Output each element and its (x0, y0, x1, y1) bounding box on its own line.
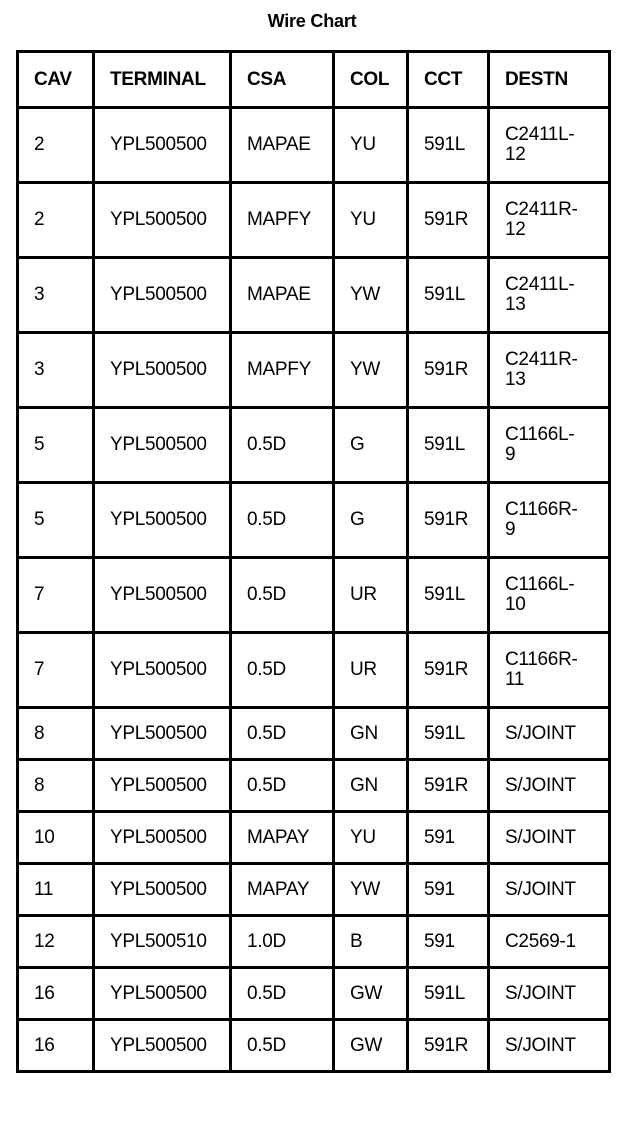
table-body (18, 108, 610, 1072)
cav-cell: 5 (18, 483, 94, 558)
table-row (18, 1020, 610, 1072)
destn-cell: C1166L- 9 (489, 408, 610, 483)
col-cell: YU (334, 812, 408, 864)
cct-cell: 591L (408, 558, 489, 633)
cav-cell: 7 (18, 633, 94, 708)
header-col: COL (334, 52, 408, 108)
table-row (18, 864, 610, 916)
header-row (18, 52, 610, 108)
cav-cell: 8 (18, 708, 94, 760)
destn-cell: S/JOINT (489, 708, 610, 760)
cct-cell: 591L (408, 408, 489, 483)
csa-cell: 0.5D (231, 408, 334, 483)
cct-cell: 591 (408, 812, 489, 864)
cav-cell: 3 (18, 333, 94, 408)
table-row (18, 408, 610, 483)
cct-cell: 591R (408, 183, 489, 258)
table-row (18, 558, 610, 633)
table-row (18, 968, 610, 1020)
col-cell: GN (334, 760, 408, 812)
col-cell: YW (334, 864, 408, 916)
destn-cell: C2411L- 13 (489, 258, 610, 333)
cav-cell: 11 (18, 864, 94, 916)
table-row (18, 183, 610, 258)
destn-cell: C2411R- 13 (489, 333, 610, 408)
header-terminal: TERMINAL (94, 52, 231, 108)
destn-cell: C1166L- 10 (489, 558, 610, 633)
header-cav: CAV (18, 52, 94, 108)
table-row (18, 333, 610, 408)
destn-cell: C1166R- 11 (489, 633, 610, 708)
col-cell: UR (334, 633, 408, 708)
csa-cell: 0.5D (231, 558, 334, 633)
wire-chart-table (16, 50, 611, 1073)
header-destn: DESTN (489, 52, 610, 108)
cct-cell: 591L (408, 108, 489, 183)
csa-cell: 0.5D (231, 968, 334, 1020)
terminal-cell: YPL500500 (94, 633, 231, 708)
destn-cell: S/JOINT (489, 760, 610, 812)
csa-cell: 0.5D (231, 708, 334, 760)
destn-cell: S/JOINT (489, 1020, 610, 1072)
cct-cell: 591L (408, 258, 489, 333)
destn-cell: S/JOINT (489, 812, 610, 864)
terminal-cell: YPL500500 (94, 968, 231, 1020)
col-cell: YU (334, 183, 408, 258)
destn-cell: C2411R- 12 (489, 183, 610, 258)
cav-cell: 3 (18, 258, 94, 333)
cav-cell: 10 (18, 812, 94, 864)
cav-cell: 2 (18, 108, 94, 183)
csa-cell: MAPAY (231, 812, 334, 864)
cct-cell: 591L (408, 968, 489, 1020)
csa-cell: 0.5D (231, 1020, 334, 1072)
csa-cell: 0.5D (231, 760, 334, 812)
table-row (18, 916, 610, 968)
terminal-cell: YPL500500 (94, 108, 231, 183)
col-cell: G (334, 483, 408, 558)
cav-cell: 16 (18, 968, 94, 1020)
table-row (18, 812, 610, 864)
cct-cell: 591R (408, 1020, 489, 1072)
cct-cell: 591 (408, 864, 489, 916)
cct-cell: 591R (408, 333, 489, 408)
cav-cell: 16 (18, 1020, 94, 1072)
col-cell: YW (334, 258, 408, 333)
terminal-cell: YPL500500 (94, 864, 231, 916)
csa-cell: MAPAE (231, 258, 334, 333)
terminal-cell: YPL500500 (94, 1020, 231, 1072)
terminal-cell: YPL500500 (94, 333, 231, 408)
csa-cell: 0.5D (231, 633, 334, 708)
cav-cell: 2 (18, 183, 94, 258)
col-cell: GN (334, 708, 408, 760)
header-csa: CSA (231, 52, 334, 108)
cct-cell: 591 (408, 916, 489, 968)
col-cell: YW (334, 333, 408, 408)
cct-cell: 591R (408, 483, 489, 558)
csa-cell: MAPAY (231, 864, 334, 916)
col-cell: B (334, 916, 408, 968)
table-row (18, 258, 610, 333)
cav-cell: 7 (18, 558, 94, 633)
terminal-cell: YPL500500 (94, 258, 231, 333)
terminal-cell: YPL500500 (94, 408, 231, 483)
table-row (18, 483, 610, 558)
csa-cell: 1.0D (231, 916, 334, 968)
destn-cell: S/JOINT (489, 968, 610, 1020)
csa-cell: 0.5D (231, 483, 334, 558)
destn-cell: C1166R- 9 (489, 483, 610, 558)
csa-cell: MAPFY (231, 333, 334, 408)
destn-cell: C2411L- 12 (489, 108, 610, 183)
page-title: Wire Chart (267, 11, 357, 31)
terminal-cell: YPL500500 (94, 812, 231, 864)
cav-cell: 12 (18, 916, 94, 968)
col-cell: GW (334, 968, 408, 1020)
cct-cell: 591R (408, 760, 489, 812)
cav-cell: 5 (18, 408, 94, 483)
cav-cell: 8 (18, 760, 94, 812)
table-row (18, 108, 610, 183)
csa-cell: MAPAE (231, 108, 334, 183)
terminal-cell: YPL500510 (94, 916, 231, 968)
col-cell: YU (334, 108, 408, 183)
terminal-cell: YPL500500 (94, 760, 231, 812)
table-row (18, 633, 610, 708)
cct-cell: 591L (408, 708, 489, 760)
terminal-cell: YPL500500 (94, 183, 231, 258)
col-cell: G (334, 408, 408, 483)
destn-cell: S/JOINT (489, 864, 610, 916)
col-cell: GW (334, 1020, 408, 1072)
table-row (18, 708, 610, 760)
terminal-cell: YPL500500 (94, 558, 231, 633)
table-row (18, 760, 610, 812)
header-cct: CCT (408, 52, 489, 108)
destn-cell: C2569-1 (489, 916, 610, 968)
cct-cell: 591R (408, 633, 489, 708)
terminal-cell: YPL500500 (94, 708, 231, 760)
csa-cell: MAPFY (231, 183, 334, 258)
col-cell: UR (334, 558, 408, 633)
terminal-cell: YPL500500 (94, 483, 231, 558)
